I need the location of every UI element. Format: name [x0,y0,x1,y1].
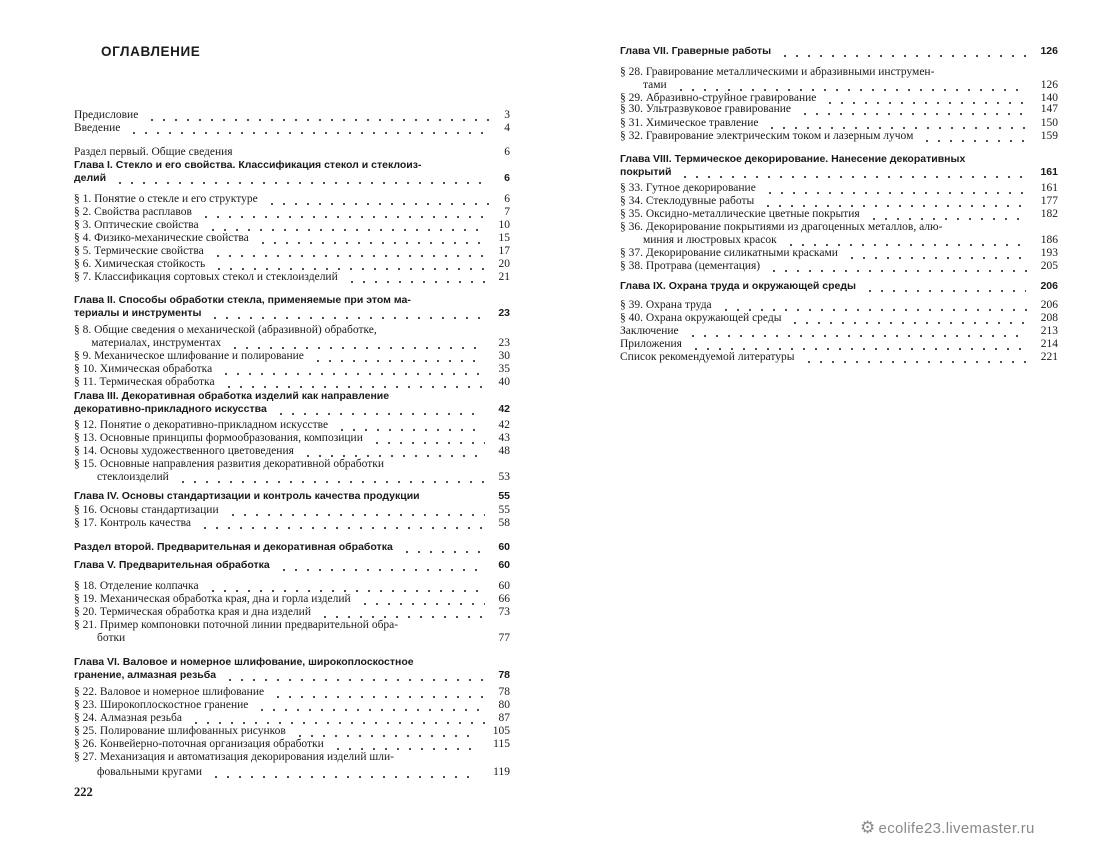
toc-entry-title: Предисловие [74,109,139,121]
toc-entry-title: § 15. Основные направления развития декоративной обработки [74,458,384,470]
toc-entry-title: § 37. Декорирование силикатными красками [620,247,838,259]
toc-entry-title: § 35. Оксидно-металлические цветные покрытия [620,208,860,220]
toc-entry-title: Глава II. Способы обработки стекла, применяемые при этом ма- [74,294,411,306]
toc-page-number: 53 [498,471,510,483]
toc-entry-title: § 39. Охрана труда [620,299,712,311]
toc-page-number: 78 [498,669,510,681]
toc-entry-title: Раздел первый. Общие сведения [74,146,233,158]
dot-leader [312,360,485,362]
toc-page-number: 147 [1040,103,1058,115]
toc-entry-title: Глава VI. Валовое и номерное шлифование, широкоплоскостное [74,656,414,668]
toc-entry-title: Приложения [620,338,682,350]
toc-entry-title: § 24. Алмазная резьба [74,712,182,724]
toc-entry-title: § 12. Понятие о декоративно-прикладном искусстве [74,419,329,431]
dot-leader [799,113,1027,115]
toc-entry-title: § 1. Понятие о стекле и его структуре [74,193,258,205]
toc-entry-title: § 36. Декорирование покрытиями из драгоценных металлов, алю- [620,221,943,233]
toc-entry [74,206,510,219]
dot-leader [275,413,485,415]
toc-entry-title: Глава III. Декоративная обработка изделий как направление [74,390,390,402]
toc-entry [74,419,510,432]
toc-page-number: 78 [498,686,510,698]
dot-leader [227,514,485,516]
toc-entry-title: § 28. Гравирование металлическими и абразивными инструмен- [620,66,935,78]
toc-entry-title: Глава IX. Охрана труда и окружающей среды [620,280,857,292]
toc-entry-title: стеклоизделий [74,471,169,483]
dot-leader [128,132,490,134]
toc-entry-title: тами [620,79,667,91]
toc-entry-title: декоративно-прикладного искусства [74,403,267,415]
dot-leader [302,455,485,457]
toc-page-number: 80 [498,699,510,711]
toc-page-number: 115 [493,738,510,750]
toc-entry [620,299,1058,312]
dot-leader [332,748,479,750]
dot-leader [190,722,485,724]
toc-page-number: 6 [504,146,510,158]
toc-entry-title: § 16. Основы стандартизации [74,504,219,516]
toc-entry-title: § 3. Оптические свойства [74,219,199,231]
toc-entry [74,432,510,445]
dot-leader [864,290,1026,292]
toc-entry [74,619,510,632]
dot-leader [223,386,485,388]
toc-entry-title: Раздел второй. Предварительная и декоративная обработка [74,541,393,553]
toc-page-number: 186 [1040,234,1058,246]
toc-entry [74,751,510,764]
toc-entry [74,232,510,245]
toc-entry-title: Глава VIII. Термическое декорирование. Нанесение декоративных [620,153,966,165]
toc-entry-title: делий [74,172,107,184]
toc-entry-title: § 34. Стеклодувные работы [620,195,755,207]
toc-page-number: 150 [1040,117,1058,129]
toc-entry-title: § 14. Основы художественного цветоведения [74,445,294,457]
toc-entry [620,338,1058,351]
toc-page-number: 48 [498,445,510,457]
toc-entry [74,686,510,699]
toc-page-number: 221 [1040,351,1058,363]
toc-entry [74,376,510,389]
dot-leader [210,776,479,778]
toc-page-number: 23 [498,307,510,319]
dot-leader [720,309,1027,311]
toc-page-number: 58 [498,517,510,529]
toc-entry-title: фовальными кругами [74,766,203,778]
toc-entry [74,324,510,337]
toc-page-number: 60 [498,580,510,592]
toc-entry-title: § 20. Термическая обработка края и дна изделий [74,606,311,618]
dot-leader [846,257,1027,259]
toc-entry-title: Заключение [620,325,679,337]
toc-page-number: 126 [1040,79,1058,91]
toc-page-number: 205 [1040,260,1058,272]
dot-leader [294,735,479,737]
toc-page-number: 60 [498,559,510,571]
dot-leader [229,347,484,349]
toc-entry [74,490,510,503]
dot-leader [146,119,490,121]
toc-entry [74,122,510,135]
toc-entry [74,580,510,593]
toc-entry-title: § 11. Термическая обработка [74,376,215,388]
toc-entry-title: Глава IV. Основы стандартизации и контроль качества продукции [74,490,420,502]
toc-entry [620,153,1058,166]
dot-leader [679,176,1026,178]
toc-entry-title: § 22. Валовое и номерное шлифование [74,686,265,698]
toc-page-number: 73 [498,606,510,618]
toc-page-number: 208 [1040,312,1058,324]
dot-leader [789,322,1026,324]
toc-entry [620,247,1058,260]
toc-page-number: 42 [498,403,510,415]
toc-entry-title: § 33. Гутное декорирование [620,182,756,194]
toc-entry-title: § 5. Термические свойства [74,245,204,257]
toc-entry-title: териалы и инструменты [74,307,202,319]
toc-entry-title: § 4. Физико-механические свойства [74,232,249,244]
toc-entry [74,559,510,572]
toc-page-number: 55 [498,490,510,502]
dot-leader [200,216,490,218]
dot-leader [336,429,484,431]
toc-page-number: 4 [504,122,510,134]
toc-entry [74,219,510,232]
toc-title: ОГЛАВЛЕНИЕ [101,44,201,59]
toc-entry [620,351,1058,364]
toc-entry-title: § 32. Гравирование электрическим током и лазерным лучом [620,130,914,142]
toc-page-number: 40 [498,376,510,388]
toc-page-number: 66 [498,593,510,605]
toc-entry-title: § 26. Конвейерно-поточная организация обработки [74,738,324,750]
toc-entry [74,403,510,416]
toc-entry [620,182,1058,195]
toc-entry-title: Глава VII. Граверные работы [620,45,772,57]
toc-entry [620,66,1058,79]
toc-entry [620,130,1058,143]
dot-leader [768,270,1027,272]
toc-page-number: 140 [1040,92,1058,104]
toc-page-number: 213 [1040,325,1058,337]
toc-entry [74,458,510,471]
toc-entry [620,234,1058,247]
toc-entry [620,103,1058,116]
toc-page-number: 161 [1040,166,1058,178]
watermark [860,818,1035,838]
toc-entry [74,541,510,554]
toc-entry-title: Список рекомендуемой литературы [620,351,795,363]
toc-page-number: 10 [498,219,510,231]
dot-leader [764,192,1027,194]
toc-page-number: 7 [504,206,510,218]
toc-page-number: 77 [498,632,510,644]
dot-leader [921,140,1026,142]
dot-leader [803,361,1027,363]
dot-leader [213,268,484,270]
toc-entry [74,712,510,725]
dot-leader [868,218,1027,220]
toc-entry [620,195,1058,208]
toc-entry [620,312,1058,325]
toc-page-number: 206 [1040,280,1058,292]
toc-page-number: 87 [498,712,510,724]
toc-entry [620,117,1058,130]
toc-entry [74,350,510,363]
toc-entry-title: § 18. Отделение колпачка [74,580,199,592]
dot-leader [346,281,485,283]
toc-page-number: 15 [498,232,510,244]
toc-page-number: 21 [498,271,510,283]
toc-entry [74,725,510,738]
watermark-text: ecolife23.livemaster.ru [878,820,1035,837]
toc-entry-title: гранение, алмазная резьба [74,669,217,681]
toc-entry-title: Глава V. Предварительная обработка [74,559,270,571]
toc-page-number: 17 [498,245,510,257]
toc-entry [620,208,1058,221]
toc-entry-title: § 27. Механизация и автоматизация декорирования изделий шли- [74,751,394,763]
toc-entry [74,159,510,172]
dot-leader [278,569,485,571]
toc-entry [74,632,510,645]
toc-entry-title: § 2. Свойства расплавов [74,206,192,218]
toc-page-number: 35 [498,363,510,375]
toc-entry-title: Глава I. Стекло и его свойства. Классификация стекол и стеклоиз- [74,159,422,171]
dot-leader [690,348,1027,350]
dot-leader [224,679,484,681]
toc-page-number: 126 [1040,45,1058,57]
toc-page-number: 42 [498,419,510,431]
toc-entry-title: § 7. Классификация сортовых стекол и стеклоизделий [74,271,338,283]
toc-entry-title: § 30. Ультразвуковое гравирование [620,103,792,115]
toc-entry-title: § 8. Общие сведения о механической (абразивной) обработке, [74,324,377,336]
dot-leader [212,255,485,257]
toc-entry [620,45,1058,58]
toc-page-number: 119 [493,766,510,778]
toc-page-number: 159 [1040,130,1058,142]
toc-entry [74,669,510,682]
toc-entry [74,390,510,403]
toc-entry [74,363,510,376]
toc-page-number: 6 [504,172,510,184]
toc-entry [74,193,510,206]
toc-entry [74,606,510,619]
toc-entry-title: § 6. Химическая стойкость [74,258,206,270]
toc-entry [74,337,510,350]
toc-page-number: 193 [1040,247,1058,259]
dot-leader [371,442,485,444]
toc-entry-title: ботки [74,632,126,644]
dot-leader [401,551,485,553]
dot-leader [785,244,1027,246]
toc-entry [620,260,1058,273]
dot-leader [766,127,1026,129]
toc-page-number: 43 [498,432,510,444]
toc-entry-title: миния и люстровых красок [620,234,777,246]
dot-leader [272,696,484,698]
toc-entry [74,258,510,271]
toc-entry [74,517,510,530]
toc-entry-title: § 9. Механическое шлифование и полирование [74,350,304,362]
toc-page-number: 23 [498,337,510,349]
toc-page-number: 182 [1040,208,1058,220]
toc-entry [74,699,510,712]
toc-page-number: 20 [498,258,510,270]
dot-leader [207,590,485,592]
gear-icon: ⚙ [860,818,876,837]
toc-entry [620,280,1058,293]
toc-entry [74,172,510,185]
toc-page-number: 6 [504,193,510,205]
toc-entry-title: Введение [74,122,121,134]
toc-page-number: 105 [492,725,510,737]
toc-entry-title: § 40. Охрана окружающей среды [620,312,782,324]
toc-page-number: 60 [498,541,510,553]
toc-entry-title: § 21. Пример компоновки поточной линии предварительной обра- [74,619,399,631]
dot-leader [675,89,1027,91]
toc-entry [620,166,1058,179]
dot-leader [256,709,484,711]
toc-page-number: 206 [1040,299,1058,311]
toc-entry [620,79,1058,92]
toc-entry [74,593,510,606]
toc-entry-title: § 17. Контроль качества [74,517,191,529]
toc-entry-title: § 31. Химическое травление [620,117,759,129]
toc-entry-title: материалах, инструментах [74,337,222,349]
toc-entry-title: § 10. Химическая обработка [74,363,213,375]
page-number: 222 [74,785,93,799]
dot-leader [687,335,1027,337]
toc-entry [74,471,510,484]
toc-entry [74,445,510,458]
toc-entry [74,656,510,669]
toc-entry [620,221,1058,234]
toc-entry [74,271,510,284]
toc-entry [74,245,510,258]
dot-leader [114,182,490,184]
dot-leader [207,229,485,231]
dot-leader [266,203,491,205]
toc-entry-title: § 25. Полирование шлифованных рисунков [74,725,286,737]
toc-page-number: 30 [498,350,510,362]
toc-entry [74,738,510,751]
toc-entry [74,307,510,320]
dot-leader [199,527,485,529]
dot-leader [220,373,484,375]
toc-entry [74,109,510,122]
toc-page-number: 55 [498,504,510,516]
toc-page-number: 214 [1040,338,1058,350]
toc-entry-title: § 29. Абразивно-струйное гравирование [620,92,817,104]
toc-entry [74,146,510,159]
toc-entry-title: § 23. Широкоплоскостное гранение [74,699,249,711]
dot-leader [359,603,485,605]
toc-page-number: 177 [1040,195,1058,207]
dot-leader [257,242,485,244]
toc-entry-title: покрытий [620,166,672,178]
toc-entry [620,325,1058,338]
toc-entry [74,294,510,307]
dot-leader [319,616,485,618]
dot-leader [177,481,485,483]
dot-leader [209,317,484,319]
toc-entry-title: § 13. Основные принципы формообразования, композиции [74,432,363,444]
toc-page-number: 161 [1040,182,1058,194]
toc-page-number: 3 [504,109,510,121]
toc-entry-title: § 19. Механическая обработка края, дна и горла изделий [74,593,351,605]
dot-leader [762,205,1027,207]
toc-entry [74,766,510,779]
toc-entry [74,504,510,517]
toc-entry-title: § 38. Протрава (цементация) [620,260,761,272]
dot-leader [779,55,1026,57]
